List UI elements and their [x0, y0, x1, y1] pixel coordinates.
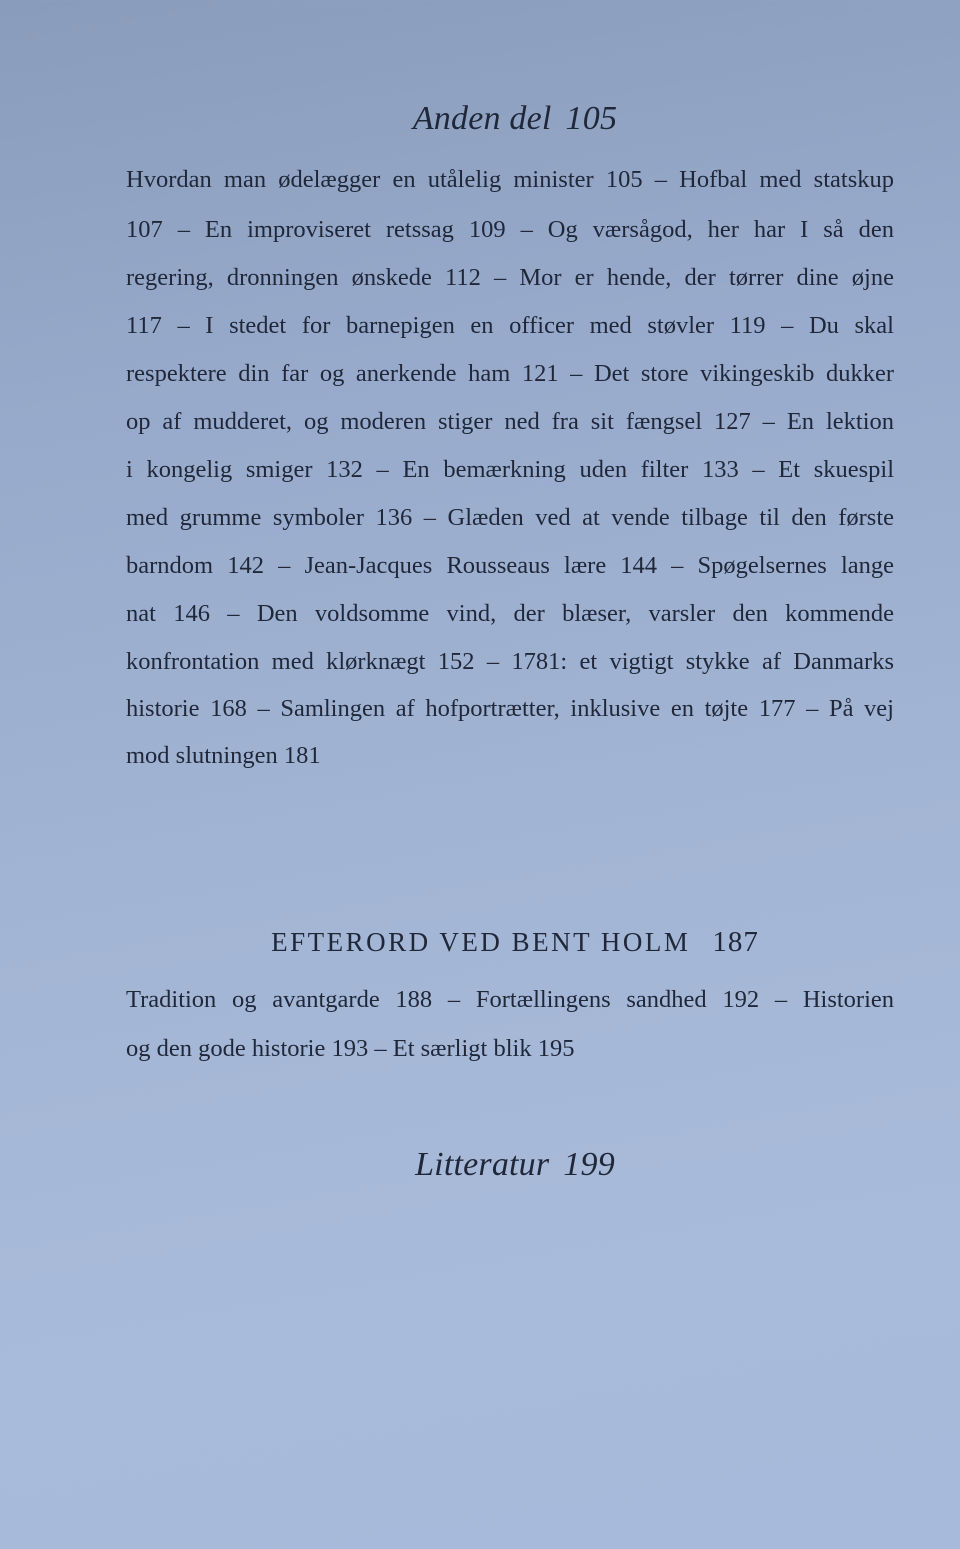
toc-line: Tradition og avantgarde 188 – Fortællingens sandhed 192 – Historien: [126, 986, 894, 1013]
toc-line: Hvordan man ødelægger en utålelig minister 105 – Hofbal med statskup: [126, 166, 894, 193]
afterword-heading: [0, 926, 960, 959]
literature-page-number: 199: [563, 1146, 615, 1183]
toc-line: og den gode historie 193 – Et særligt blik 195: [126, 1035, 575, 1062]
toc-line: nat 146 – Den voldsomme vind, der blæser, varsler den kommende: [126, 600, 894, 627]
toc-line: i kongelig smiger 132 – En bemærkning uden filter 133 – Et skuespil: [126, 456, 894, 483]
toc-line: respektere din far og anerkende ham 121 – Det store vikingeskib dukker: [126, 360, 894, 387]
afterword-title: EFTERORD VED BENT HOLM: [271, 927, 691, 957]
part-two-heading: [0, 100, 960, 138]
toc-line: konfrontation med klørknægt 152 – 1781: et vigtigt stykke af Danmarks: [126, 648, 894, 675]
part-two-title: Anden del: [412, 100, 552, 137]
toc-line: historie 168 – Samlingen af hofportrætter, inklusive en tøjte 177 – På vej: [126, 695, 894, 722]
toc-line: regering, dronningen ønskede 112 – Mor er hende, der tørrer dine øjne: [126, 264, 894, 291]
part-two-page-number: 105: [565, 100, 618, 137]
toc-line: barndom 142 – Jean-Jacques Rousseaus lære 144 – Spøgelsernes lange: [126, 552, 894, 579]
toc-line: med grumme symboler 136 – Glæden ved at vende tilbage til den første: [126, 504, 894, 531]
afterword-page-number: 187: [712, 926, 759, 958]
toc-line: 107 – En improviseret retssag 109 – Og værsågod, her har I så den: [126, 216, 894, 243]
toc-line: op af mudderet, og moderen stiger ned fra sit fængsel 127 – En lektion: [126, 408, 894, 435]
literature-title: Litteratur: [415, 1146, 550, 1183]
toc-line: mod slutningen 181: [126, 742, 321, 769]
literature-heading: [0, 1146, 960, 1184]
toc-line: 117 – I stedet for barnepigen en officer med støvler 119 – Du skal: [126, 312, 894, 339]
